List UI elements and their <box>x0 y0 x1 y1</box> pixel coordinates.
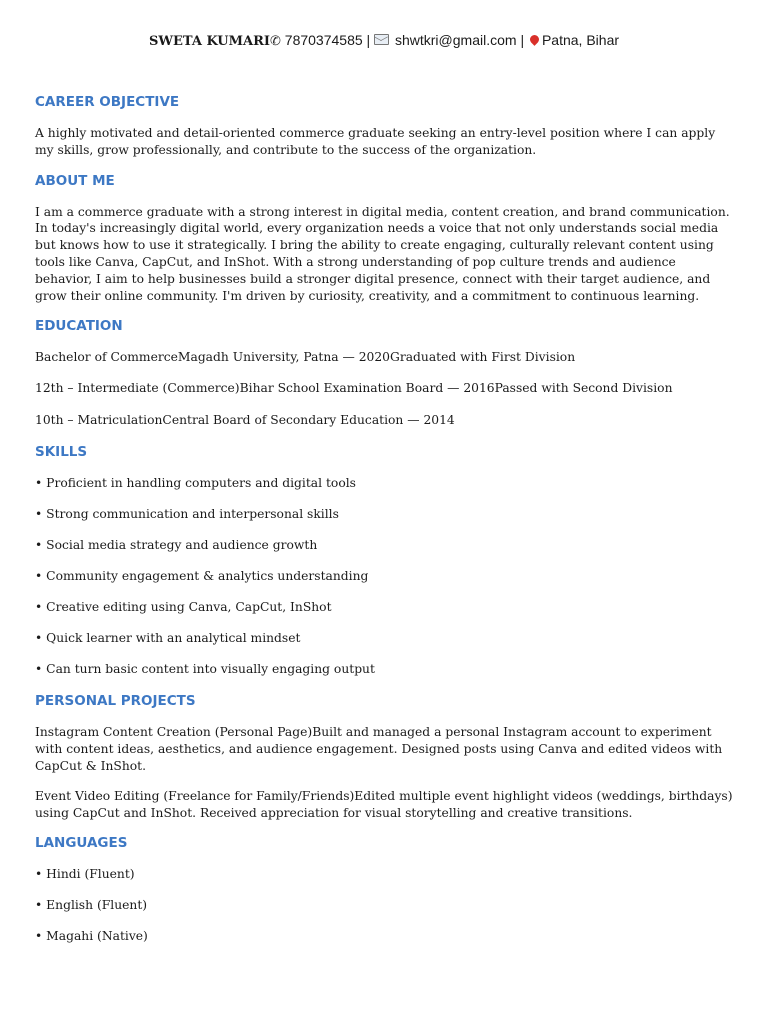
location: Patna, Bihar <box>541 32 620 48</box>
education-item: 12th – Intermediate (Commerce)Bihar School Examination Board — 2016Passed with Second Division <box>35 381 673 396</box>
map-pin-icon <box>528 33 541 46</box>
skill-item: • Can turn basic content into visually engaging output <box>35 661 735 678</box>
separator: | <box>366 32 371 48</box>
career-objective-text: A highly motivated and detail-oriented commerce graduate seeking an entry-level position where I can apply my skills, grow professionally, and contribute to the success of the organization. <box>35 126 716 157</box>
skill-item: • Quick learner with an analytical mindset <box>35 630 735 647</box>
project-item: Instagram Content Creation (Personal Page)Built and managed a personal Instagram account to experiment with content ideas, aesthetics, and audience engagement. Designed posts using Canva and edited videos with CapCut & InShot. <box>35 725 723 773</box>
language-item: • Hindi (Fluent) <box>35 866 735 883</box>
skill-item: • Strong communication and interpersonal skills <box>35 506 735 523</box>
phone-number: 7870374585 <box>284 32 363 48</box>
about-me-text: I am a commerce graduate with a strong interest in digital media, content creation, and brand communication. In today's increasingly digital world, every organization needs a voice that not only understands social media but knows how to use it strategically. I bring the ability to create engaging, culturally relevant content using tools like Canva, CapCut, and InShot. With a strong understanding of pop culture trends and audience behavior, I aim to help businesses build a stronger digital presence, connect with their target audience, and grow their online community. I'm driven by curiosity, creativity, and a commitment to continuous learning. <box>35 204 730 303</box>
section-title-languages: LANGUAGES <box>35 835 128 852</box>
education-item: 10th – MatriculationCentral Board of Secondary Education — 2014 <box>35 412 455 427</box>
skill-item: • Creative editing using Canva, CapCut, InShot <box>35 599 735 616</box>
resume-header <box>0 31 768 51</box>
section-title-education: EDUCATION <box>35 318 123 335</box>
resume-body <box>35 93 735 960</box>
education-item: Bachelor of CommerceMagadh University, Patna — 2020Graduated with First Division <box>35 350 576 365</box>
section-title-skills: SKILLS <box>35 443 88 460</box>
section-title-career-objective: CAREER OBJECTIVE <box>35 94 180 110</box>
project-item: Event Video Editing (Freelance for Family/Friends)Edited multiple event highlight videos (weddings, birthdays) using CapCut and InShot. Received appreciation for visual storytelling and creative transitions. <box>35 788 733 820</box>
skill-item: • Proficient in handling computers and digital tools <box>35 475 735 492</box>
phone-icon: ✆ <box>269 33 281 48</box>
envelope-icon <box>374 34 389 45</box>
skill-item: • Social media strategy and audience growth <box>35 537 735 554</box>
language-item: • Magahi (Native) <box>35 928 735 945</box>
separator: | <box>520 32 525 48</box>
email-address: shwtkri@gmail.com <box>394 32 517 48</box>
language-item: • English (Fluent) <box>35 897 735 914</box>
section-title-about-me: ABOUT ME <box>35 172 115 189</box>
skill-item: • Community engagement & analytics understanding <box>35 568 735 585</box>
candidate-name: SWETA KUMARI <box>148 34 270 49</box>
section-title-personal-projects: PERSONAL PROJECTS <box>35 693 196 710</box>
